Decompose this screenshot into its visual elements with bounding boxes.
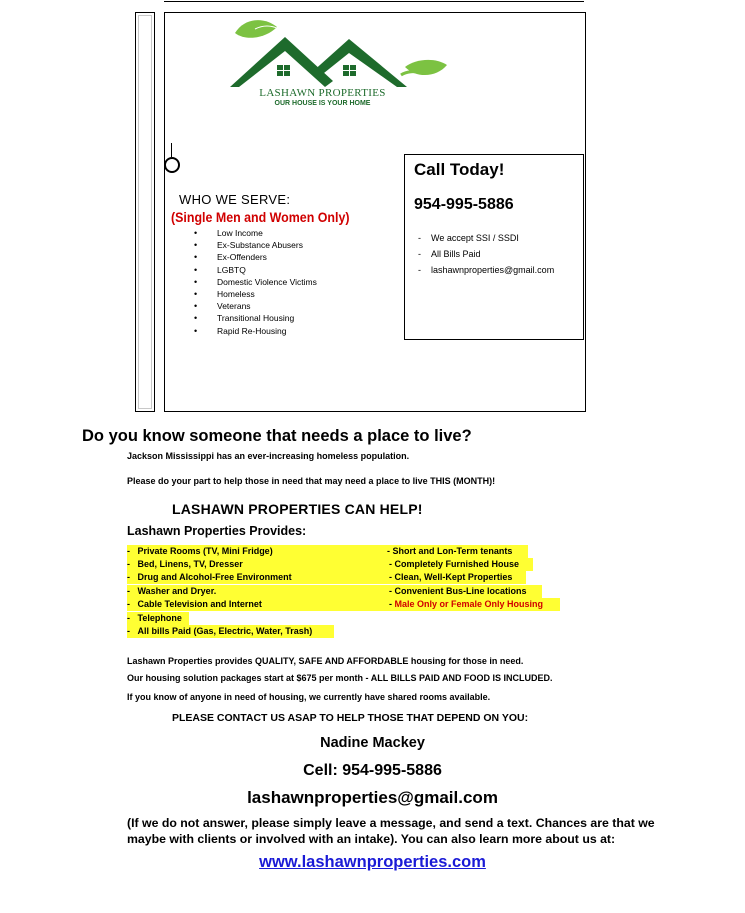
provision-item: - Telephone	[127, 612, 189, 625]
homeless-population-line: Jackson Mississippi has an ever-increasing homeless population.	[127, 451, 410, 461]
call-phone-number: 954-995-5886	[414, 196, 514, 213]
list-item: • Rapid Re-Housing	[194, 325, 317, 337]
provision-item: - Private Rooms (TV, Mini Fridge)	[127, 545, 299, 558]
rotate-handle[interactable]	[164, 157, 180, 173]
can-help-heading: LASHAWN PROPERTIES CAN HELP!	[172, 501, 423, 517]
call-today-title: Call Today!	[414, 160, 505, 179]
who-we-serve-heading: WHO WE SERVE:	[179, 192, 291, 207]
logo-name: LASHAWN PROPERTIES	[259, 87, 386, 99]
list-item: • Ex-Substance Abusers	[194, 239, 317, 251]
shared-rooms-line: If you know of anyone in need of housing, we currently have shared rooms available.	[127, 692, 491, 702]
provision-item: - Short and Lon-Term tenants	[299, 545, 528, 558]
list-item: • LGBTQ	[194, 264, 317, 276]
contact-email: lashawnproperties@gmail.com	[247, 788, 498, 807]
provides-heading: Lashawn Properties Provides:	[127, 524, 307, 538]
list-item: • Veterans	[194, 300, 317, 312]
sidebar-inner-frame	[138, 15, 152, 409]
list-item: - All Bills Paid	[418, 249, 481, 259]
main-question-heading: Do you know someone that needs a place to live?	[82, 427, 472, 445]
list-item: • Ex-Offenders	[194, 251, 317, 263]
list-item: • Low Income	[194, 227, 317, 239]
website-link[interactable]: www.lashawnproperties.com	[259, 853, 486, 871]
packages-price-line: Our housing solution packages start at $675 per month - ALL BILLS PAID AND FOOD IS INCLUDED.	[127, 673, 553, 683]
text-cursor	[171, 143, 172, 157]
list-item: • Transitional Housing	[194, 312, 317, 324]
contact-name: Nadine Mackey	[320, 735, 425, 751]
provision-item: - Cable Television and Internet	[127, 598, 389, 611]
provision-item: - Male Only or Female Only Housing	[389, 598, 560, 611]
do-your-part-line: Please do your part to help those in need that may need a place to live THIS (MONTH)!	[127, 476, 496, 486]
logo-tagline: OUR HOUSE IS YOUR HOME	[274, 100, 371, 107]
provision-item: - Drug and Alcohol-Free Environment	[127, 571, 389, 584]
provision-item: - All bills Paid (Gas, Electric, Water, Trash)	[127, 625, 334, 638]
list-item: • Domestic Violence Victims	[194, 276, 317, 288]
page-top-edge	[164, 0, 584, 2]
who-we-serve-list	[194, 227, 317, 337]
provision-item: - Convenient Bus-Line locations	[389, 585, 542, 598]
provision-item: - Washer and Dryer.	[127, 585, 389, 598]
contact-note: (If we do not answer, please simply leave a message, and send a text. Chances are that we maybe with clients or involved with an intake). You can also learn more about us at:	[127, 816, 655, 846]
who-we-serve-subheading: (Single Men and Women Only)	[171, 210, 350, 225]
contact-cell: Cell: 954-995-5886	[303, 762, 442, 779]
list-item: - We accept SSI / SSDI	[418, 233, 519, 243]
provision-item: - Clean, Well-Kept Properties	[389, 571, 526, 584]
list-item: - lashawnproperties@gmail.com	[418, 265, 555, 275]
call-box-list	[418, 230, 554, 278]
contact-heading: PLEASE CONTACT US ASAP TO HELP THOSE THAT DEPEND ON YOU:	[172, 712, 529, 724]
list-item: • Homeless	[194, 288, 317, 300]
provision-item: - Bed, Linens, TV, Dresser	[127, 558, 389, 571]
quality-housing-line: Lashawn Properties provides QUALITY, SAFE AND AFFORDABLE housing for those in need.	[127, 656, 524, 666]
provision-item: - Completely Furnished House	[389, 558, 533, 571]
